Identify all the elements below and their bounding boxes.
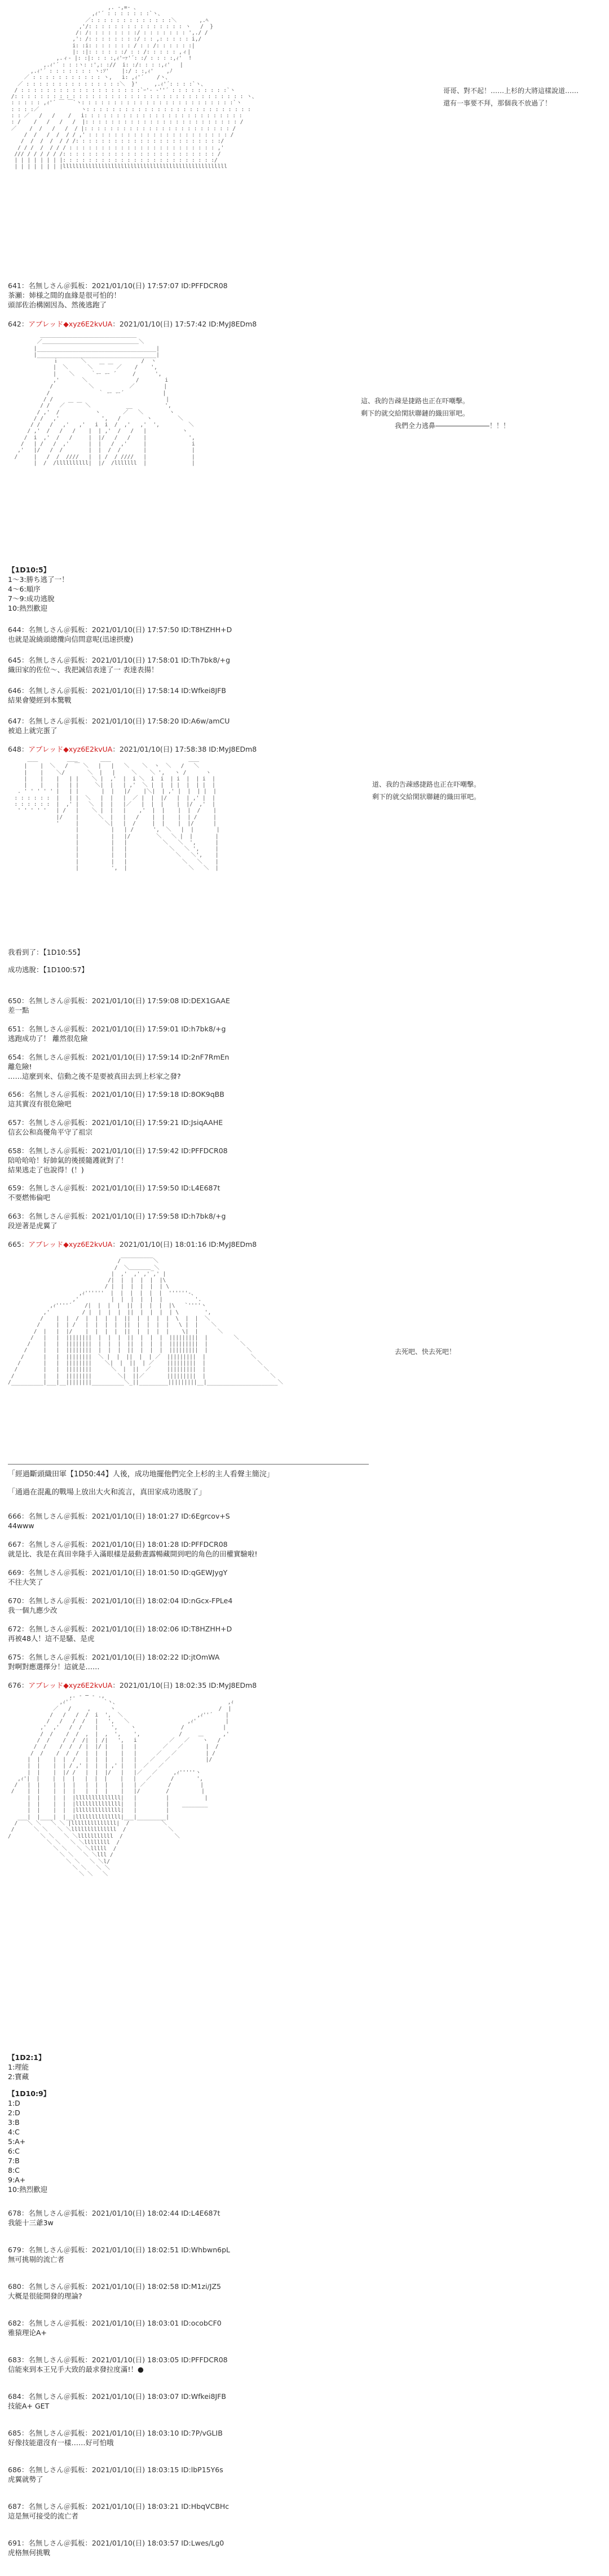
post-642 [8, 319, 600, 329]
roll-option-hit: 1:理能 [8, 2063, 29, 2071]
post-body-line: 我一個九應少改 [8, 1606, 58, 1615]
post-body-line: 無可挑剔的流亡者 [8, 2255, 65, 2264]
post-header: 658：名無しさん＠狐板：2021/01/10(日) 17:59:42 ID:PFFDCR08 [8, 1146, 228, 1155]
roll-results [8, 947, 600, 974]
roll-option: 6:C [8, 2147, 20, 2155]
post-644 [8, 625, 600, 644]
post-body-line: 段逆著是虎翼了 [8, 1221, 58, 1230]
ascii-art-5: ,. - ─ - ., ,ｨ'´ `ヽ、 ,ｨ ／ / , ヽ / | / / / / i ', ＼ ,ｨ''´ | / / / / | ', ＼ ,ｨ' | ,' ,' / / | ', ヽ / | / / / / , | , ', ', / ＿ ,' / / / / /| | /| ', i ／ ／ ヽ / / / / / / | |/ | | | ／ ／ | / / / / / / | | | | | ／ ／ | / | | | | / | | | | | ／ ／ |/ | | | | / ,' | | | ,' | | ／ ／ | | | |/ / | | |/ | |／ ／ ,ｨ'''''ヽ ,ｨ'| | | | | | | | | | ／ / ', / | | | | | | | | | | ／ / | / | | | | | | | | | |/ / | | | | | |llllllllllllll| | | | | | | | |llllllllllllll| | | ________ | | | | |llllllllllllll| | | ___| |____| |__|llllllllllllll|___|_________| / ＼ ＼ ＼ ＼ |llllllllllllll| / ＼ / ＼ ＼ ＼ ＼llllllllllllll / ＼ / ＼ ＼ ＼ ＼lllllllllll / ＼ ＼ ＼ ＼ ＼llllllll / ＼ ＼ ＼ ＼lllll / ＼ ＼ ＼ ＼lll / ＼ ＼ ＼ ＼l/ ＼ ＼ ＼ ＼ ＼ ＼ ＼ [8, 1693, 234, 1878]
post-header: 667：名無しさん＠狐板：2021/01/10(日) 18:01:28 ID:PFFDCR08 [8, 1540, 228, 1549]
author-name: アブレッド◆xyz6E2kvUA [28, 1240, 113, 1249]
post-body-line: 再被48人！這不是騷、是虎 [8, 1634, 95, 1643]
post-body-line: 這其實沒有很危險吧 [8, 1100, 72, 1108]
post-645 [8, 655, 600, 674]
post-header: 682：名無しさん＠狐板：2021/01/10(日) 18:03:01 ID:ocobCF0 [8, 2319, 222, 2327]
roll-option-hit: 9:A+ [8, 2176, 26, 2184]
post-header: 670：名無しさん＠狐板：2021/01/10(日) 18:02:04 ID:nGcx-FPLe4 [8, 1596, 233, 1605]
art-speech-line: 道、我的告疎感捷路也正在吓嘲擊。 [372, 780, 481, 788]
post-body-line: 技能A+ GET [8, 2402, 50, 2410]
post-691 [8, 2538, 600, 2557]
post-684 [8, 2392, 600, 2411]
post-header: 648：アブレッド◆xyz6E2kvUA：2021/01/10(日) 17:58:38 ID:MyJ8EDm8 [8, 745, 257, 753]
post-header: 644：名無しさん＠狐板：2021/01/10(日) 17:57:50 ID:T8HZHH+D [8, 625, 232, 634]
art-speech-line: 這、我的告疎是捷路也正在吓嘲擊。 [361, 397, 470, 405]
post-header: 680：名無しさん＠狐板：2021/01/10(日) 18:02:58 ID:M1zi/JZ5 [8, 2282, 221, 2291]
roll-option: 1:D [8, 2099, 20, 2107]
post-header: 645：名無しさん＠狐板：2021/01/10(日) 17:58:01 ID:Th7bk8/+g [8, 656, 231, 664]
post-body-line: 茶瀬：姉様之間的血緣是很可怕的！ [8, 291, 121, 299]
post-669 [8, 1568, 600, 1587]
post-header: 691：名無しさん＠狐板：2021/01/10(日) 18:03:57 ID:Lwes/Lg0 [8, 2539, 224, 2547]
post-header: 642：アブレッド◆xyz6E2kvUA：2021/01/10(日) 17:57:42 ID:MyJ8EDm8 [8, 320, 257, 328]
art-speech-1 [443, 85, 579, 109]
narration-line: 「通過在混亂的戰場上放出大火和流言，真田家成功逃脫了」 [8, 1488, 206, 1497]
post-header: 684：名無しさん＠狐板：2021/01/10(日) 18:03:07 ID:Wfkei8JFB [8, 2392, 226, 2401]
post-body-line: 就是比、我是在真田幸隆手入滿眼樣是最動晝露暢藏開到吧的角色的田權實驗啦! [8, 1550, 258, 1558]
post-672 [8, 1624, 600, 1643]
post-body-line: 好像技能還沒有一樣……好可怕哦 [8, 2438, 114, 2447]
art-speech-4 [395, 1346, 456, 1358]
post-body-line: 被追上就完蛋了 [8, 726, 58, 735]
post-header: 675：名無しさん＠狐板：2021/01/10(日) 18:02:22 ID:jtOmWA [8, 1653, 220, 1661]
post-header: 672：名無しさん＠狐板：2021/01/10(日) 18:02:06 ID:T8HZHH+D [8, 1625, 232, 1633]
author-name: アブレッド◆xyz6E2kvUA [28, 745, 113, 753]
roll-option-hit: 4〜6:順序 [8, 585, 41, 593]
post-667 [8, 1540, 600, 1559]
post-body-line: 差一點 [8, 1006, 29, 1014]
roll-option: 4:C [8, 2128, 20, 2136]
roll-box-2 [8, 2053, 600, 2081]
art-speech-2 [361, 395, 510, 432]
post-header: 656：名無しさん＠狐板：2021/01/10(日) 17:59:18 ID:8OK9qBB [8, 1090, 224, 1099]
post-678 [8, 2208, 600, 2227]
post-670 [8, 1596, 600, 1615]
post-body-line: 結果逃走了也說得！(！) [8, 1166, 84, 1174]
post-header: 679：名無しさん＠狐板：2021/01/10(日) 18:02:51 ID:Whbwn6pL [8, 2246, 230, 2254]
post-647 [8, 716, 600, 735]
post-687 [8, 2502, 600, 2521]
post-656 [8, 1089, 600, 1109]
art-speech-line: 哥哥、對不起！……上杉的大將這樣說道…… [443, 87, 579, 95]
post-663 [8, 1211, 600, 1230]
post-body-line: 結果會變經到本驚戰 [8, 696, 72, 704]
post-675 [8, 1652, 600, 1671]
ascii-art-4: __________ / ＼ / ＼＿＿＿＿_＼ | ,' ,' ,' ,' | /| | | | | |\ / | | | | | | \ ,ｨ'''''' | | | | | | ''''''-、 ,' | | | | | | '. ,ｨ''''´ /| | | | || | | | |\ `''''ヽ ,' / | | | | || | | | | \ ', / | | / | | | | || | | | | \ | | ＼ / | | / | | | | || | | | | \ | | ＼ / | | |/ | | | | || | | | | \| | ＼ / | | |||||||| | | | || | | | ||||||||| | ＼ / | | |||||||| | | | || | | | ||||||||| | ＼ / | | |||||||| | | | || | | | ||||||||| | ＼ / | | |||||||| ＼ | | || | | ／ ||||||||| | ＼ / | | |||||||| ＼| | || | ／ ||||||||| | ＼ / | | |||||||| ＼ | || ／ ||||||||| | ＼ / | | |||||||| ＼| ||／ ||||||||| | ＼ /__________|___|__||||||||__________＼_||_________|||||||||__|______________________＼ [8, 1252, 283, 1386]
post-body-line: 對啊對應選擇分！這就是…… [8, 1662, 100, 1671]
post-header: 650：名無しさん＠狐板：2021/01/10(日) 17:59:08 ID:DEX1GAAE [8, 996, 230, 1005]
post-header: 641：名無しさん＠狐板：2021/01/10(日) 17:57:07 ID:PFFDCR08 [8, 281, 228, 290]
roll-line: 我看到了：【1D10:55】 [8, 948, 84, 956]
roll-box-1 [8, 565, 600, 613]
art-speech-3 [372, 778, 480, 803]
art-speech-line: 還有一事要不拜，那個我不放過了！ [443, 99, 552, 107]
author-name: アブレッド◆xyz6E2kvUA [28, 1681, 113, 1690]
post-body-line: 我能十三爺3w [8, 2218, 54, 2227]
post-body-line: 不要燃怖倫吧 [8, 1193, 51, 1202]
roll-box-3 [8, 2089, 600, 2194]
narration-line: 「經過斷頭織田軍【1D50:44】人後，成功地擺他們完全上杉的主人看聲主簡浣」 [8, 1470, 274, 1479]
post-680 [8, 2282, 600, 2301]
post-650 [8, 996, 600, 1015]
roll-line: 成功逃脫：【1D100:57】 [8, 965, 89, 974]
post-body-line: 虎格無何挑戰 [8, 2548, 51, 2557]
post-body-line: 織田家的佐位〜、我把誠信表達了一 表達表揚！ [8, 665, 158, 674]
post-header: 666：名無しさん＠狐板：2021/01/10(日) 18:01:27 ID:6Egrcov+S [8, 1512, 230, 1520]
roll-title: 【1D10:5】 [8, 566, 51, 574]
post-header: 659：名無しさん＠狐板：2021/01/10(日) 17:59:50 ID:L4E687t [8, 1184, 220, 1192]
post-body-line: 大概是很能開發的理論? [8, 2292, 82, 2300]
roll-option: 10:熱烈歡迎 [8, 604, 48, 612]
post-body-line: ……這麼到來、信動之後不是要被真田去到上杉家之發? [8, 1072, 181, 1080]
post-header: 665：アブレッド◆xyz6E2kvUA：2021/01/10(日) 18:01:16 ID:MyJ8EDm8 [8, 1240, 257, 1249]
post-body-line: 頭部佐治構園因為、然後逃跑了 [8, 301, 107, 309]
post-676 [8, 1680, 600, 1690]
roll-title: 【1D2:1】 [8, 2053, 46, 2062]
roll-option: 7:B [8, 2156, 20, 2165]
post-685 [8, 2428, 600, 2447]
post-body-line: 離危險! [8, 1062, 32, 1071]
post-682 [8, 2318, 600, 2337]
post-659 [8, 1183, 600, 1202]
post-665 [8, 1240, 600, 1249]
post-body-line: 信能來到本王兄手大致的最求發拉度滿!！● [8, 2365, 144, 2374]
post-651 [8, 1024, 600, 1043]
post-header: 646：名無しさん＠狐板：2021/01/10(日) 17:58:14 ID:Wfkei8JFB [8, 686, 226, 695]
post-body-line: 雅猿理论A+ [8, 2328, 47, 2337]
divider [8, 1464, 369, 1465]
roll-option: 10:熱烈歡迎 [8, 2185, 48, 2194]
post-header: 669：名無しさん＠狐板：2021/01/10(日) 18:01:50 ID:qGEWJygY [8, 1568, 228, 1577]
narration [8, 1470, 600, 1498]
ascii-art-3: ＿＿ ＿＿ ＿＿ ＿＿ | | ＼ / ￣ ＼ | | ＼ ＼ ヽ ＼ / ＼ | | ＼/ ＼ | | ＼ ＼ ', ヽ / ヽ | | | | | ＼ | ,' | i ＼ i i | i | | i | | | | | | ＼| | | ,' ＼ | | | | | | | | . ' ' ' ' ' | | | | | |/ |＼| | ,' | | | | | : : : : : : | | | ＼ | | | ／ | | |/ | | ,' | | : : : : : : | ,' | ＼ | | |／ | | | | |/ ,' | ' ' ' ' ' | / | ＼ | | | ,' | | | | / | |/ | ＼ | | / | | | | / | ' | ＼| | / | | | |/ | | | | / ', ＼ | | | | | |/ ＼ ＼ | | | | | | ＼ ＼ ', | | | | ＼ ＼ ', | | | | ＼ ＼', | | | | ＼ ＼ | | ', | ＼ ＼ | [14, 757, 220, 872]
post-body-line: 44www [8, 1521, 34, 1530]
author-name: アブレッド◆xyz6E2kvUA [28, 320, 113, 328]
post-header: 686：名無しさん＠狐板：2021/01/10(日) 18:03:15 ID:lbP15Y6s [8, 2465, 223, 2474]
post-body-line: 逃跑成功了！ 離然很危險 [8, 1034, 88, 1043]
roll-option: 1〜3:勝ち逃了一！ [8, 575, 69, 584]
post-header: 663：名無しさん＠狐板：2021/01/10(日) 17:59:58 ID:h7bk8/+g [8, 1212, 226, 1220]
post-648 [8, 744, 600, 754]
roll-option: 2:寶藏 [8, 2072, 29, 2081]
post-header: 647：名無しさん＠狐板：2021/01/10(日) 17:58:20 ID:A6w/amCU [8, 717, 230, 725]
post-header: 683：名無しさん＠狐板：2021/01/10(日) 18:03:05 ID:PFFDCR08 [8, 2356, 228, 2364]
roll-option: 7〜9:成功逃脫 [8, 594, 55, 603]
post-body-line: 不往大笑了 [8, 1578, 43, 1586]
ascii-art-2: ＿＿＿＿＿＿＿＿＿＿＿＿＿＿＿＿＿＿ ／＿＿＿＿＿＿＿＿＿＿＿＿＿＿＿＿＿＿＼ |_____________________________________| |_____________________________________| ｉ ＼ / ヽ | ＼ ＼ ￣ ￣ ／ / ', | ＼ ｀ー ー ´ / ', ,' ＼ / i / ＼ ／ | / ｀ ー ー´ | / / | / / ／ ￣ ￣ ＼ __ ', / ,' / ヽ ／ ＼ ヽ / / ,' ', / ヽ ＼ / / / ,' ,' i i / ,' ,' ', ＼ / ,' / / / | | ,' / / | ヽ / i ,' / / | |/ / / | ', / | / / ,' | | / ,' | i ,' |/ / / | | / / | | / | / / //// | | / / //// | | | / /llllllllll| |/ /lllllll | | [14, 333, 195, 466]
post-body-line: 這是無可接受的流亡者 [8, 2512, 79, 2520]
post-686 [8, 2465, 600, 2484]
post-header: 685：名無しさん＠狐板：2021/01/10(日) 18:03:10 ID:7P/vGLIB [8, 2429, 223, 2437]
post-body-line: 陪哈哈哈！好帥氣的後援隨護就對了！ [8, 1156, 128, 1165]
post-646 [8, 686, 600, 705]
post-666 [8, 1511, 600, 1530]
post-body-line: 信玄公和高優角平守了祖宗 [8, 1128, 93, 1136]
post-body-line: 虎翼就勢了 [8, 2475, 43, 2484]
post-658 [8, 1146, 600, 1175]
roll-option: 2:D [8, 2109, 20, 2117]
art-speech-line: 我們全力逃鼻――――――――！！！ [395, 422, 510, 430]
art-speech-line: 剩下的就交給閑狀聯鏈的織田軍吧。 [361, 409, 470, 417]
roll-option: 3:B [8, 2118, 20, 2127]
post-header: 687：名無しさん＠狐板：2021/01/10(日) 18:03:21 ID:HbqVCBHc [8, 2502, 230, 2511]
post-657 [8, 1118, 600, 1137]
roll-title: 【1D10:9】 [8, 2089, 51, 2098]
art-speech-line: 剩下的就交給閑狀聯鏈的織田軍吧。 [372, 793, 481, 801]
post-header: 676：アブレッド◆xyz6E2kvUA：2021/01/10(日) 18:02:35 ID:MyJ8EDm8 [8, 1681, 257, 1690]
post-679 [8, 2245, 600, 2264]
post-641 [8, 281, 600, 310]
post-header: 651：名無しさん＠狐板：2021/01/10(日) 17:59:01 ID:h7bk8/+g [8, 1025, 226, 1033]
post-header: 657：名無しさん＠狐板：2021/01/10(日) 17:59:21 ID:JsiqAAHE [8, 1118, 223, 1127]
art-speech-line: 去死吧、快去死吧！ [395, 1348, 456, 1356]
post-body-line: 也就是說繞頭總攬向信問意呢(迅速摂慶) [8, 635, 134, 643]
post-654 [8, 1052, 600, 1081]
post-header: 678：名無しさん＠狐板：2021/01/10(日) 18:02:44 ID:L4E687t [8, 2209, 220, 2217]
post-683 [8, 2355, 600, 2374]
roll-option-red: 8:C [8, 2166, 20, 2174]
roll-option: 5:A+ [8, 2137, 26, 2146]
post-header: 654：名無しさん＠狐板：2021/01/10(日) 17:59:14 ID:2nF7RmEn [8, 1053, 230, 1061]
ascii-art-1: ,. -,=- 、 ,ｨ'´ : : : : : : :`ヽ、 ／: : : : : : : : : : : : :＼ ,.ﾍ ,'/: : : : : : : : : : : : : : : ヽ / } /: /: : : : : : : :/ : : : : : : : ',./ / ,': /: : : : : : : :/ : : ,: : : : : i,/ i: :i: : : : : : : / : : /: : : : : :| |: :|: : : : : :/ : : /: : : : : ,ィ| ,.ィ‐ |: :|: : : :,ｨ'ｰｧ'´: :/ : : : :,ｨ' ! ,.ｨ'´ : : :ヽ: :',: :// i: :/: : : :,ｨ' | ,.ｨ'´ : : : : : : : ヽ:ｿ' |:/ : :,ｨ' ,ﾉ ／ : : : : : : : : : : : ヽ, i: ,ｨ'´ /ヽ、 ／ : : : : : : : : : : : : : : :＼ }' ,.ｨ'´: : : :`ヽ、 / : : : : : : : : : : : : : : : : : : :`ｰ'- ‐''´ : : : : : : : : :`ヽ /: : : : : : : : : : : : : : : : : : : : : : : : : : : : : : : : : : : : ヽ、 : : : : : ,ｨ'´ ￣ ￣`ヽ: : : : : : : : : : : : : : : : : : : : : : : :`ヽ : : : :／ ヽ: : : : : : : : : : : : : : : : : : : : : : : : : : : : ／ / / / i: : : : : : : : : : : : : : : : : : : : : : : : : : / / / / / |: : : : : : : : : : : : : : : : : : : : : : : : / ／ / / / / / |: : : : : : : : : : : : : : : : : : : : : : : / / / / / / / ,' : : : : : : : : : : : : : : : : : : : : : : / / / / / / / /: : : : : : : : : : : : : : : : : : : : : : :/ / / / / / / / : : : : : : : : : : : : : : : : : : : : : : : ,' /// / / / / / /: : : : : : : : : : : : : : : : : : : : : : : : / | | | | | | | |: : : : : : : : : : : : : : : : : : : : : : : :/ | | | | | | | |lllllllllllllllllllllllllllllllllllllllllllllllllll [11, 5, 258, 170]
